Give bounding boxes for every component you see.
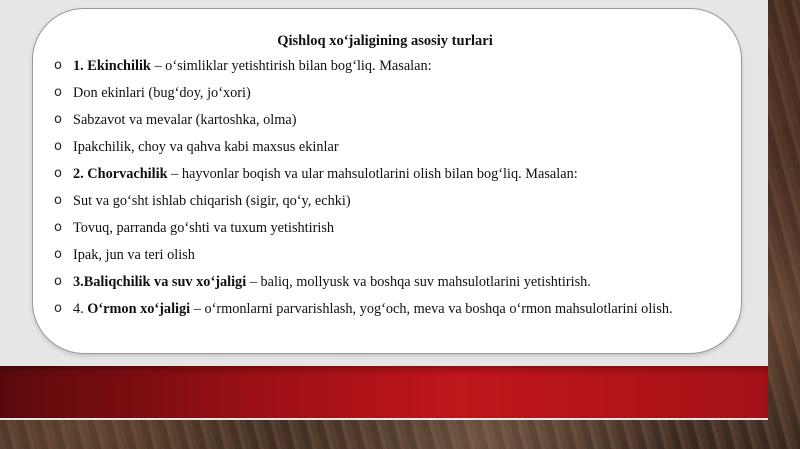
list-item	[54, 137, 673, 164]
item-text: – o‘rmonlarni parvarishlash, yog‘och, meva va boshqa o‘rmon mahsulotlarini olish.	[190, 301, 673, 317]
item-text: Tovuq, parranda go‘shti va tuxum yetishtirish	[73, 220, 335, 236]
list-item	[54, 218, 673, 245]
bullet-circle-icon: o	[54, 166, 62, 181]
item-bold-heading: 3.Baliqchilik va suv xo‘jaligi	[73, 274, 247, 290]
item-text: Sabzavot va mevalar (kartoshka, olma)	[73, 112, 297, 128]
bullet-circle-icon: o	[54, 58, 62, 73]
item-text: – o‘simliklar yetishtirish bilan bog‘liq. Masalan:	[150, 58, 432, 74]
bullet-circle-icon: o	[54, 112, 62, 127]
item-bold-heading: 2. Chorvachilik	[73, 166, 168, 182]
bullet-circle-icon: o	[54, 301, 62, 316]
item-bold-heading: O‘rmon xo‘jaligi	[87, 301, 191, 317]
list-item	[54, 83, 673, 110]
item-bold-heading: 1. Ekinchilik	[73, 58, 151, 74]
bullet-circle-icon: o	[54, 247, 62, 262]
list-item	[54, 110, 673, 137]
list-item	[54, 56, 673, 83]
list-item	[54, 272, 673, 299]
item-text: – hayvonlar boqish va ular mahsulotlarini olish bilan bog‘liq. Masalan:	[167, 166, 578, 182]
item-text: Sut va go‘sht ishlab chiqarish (sigir, qo‘y, echki)	[73, 193, 351, 209]
bullet-circle-icon: o	[54, 85, 62, 100]
list-item	[54, 164, 673, 191]
red-banner	[0, 366, 768, 418]
item-prefix: 4.	[73, 301, 88, 317]
item-text: Ipak, jun va teri olish	[73, 247, 195, 263]
list-item	[54, 245, 673, 272]
bullet-circle-icon: o	[54, 193, 62, 208]
slide-title: Qishloq xo‘jaligining asosiy turlari	[277, 33, 493, 49]
item-text: – baliq, mollyusk va boshqa suv mahsulotlarini yetishtirish.	[246, 274, 591, 290]
bullet-circle-icon: o	[54, 274, 62, 289]
bullet-circle-icon: o	[54, 220, 62, 235]
list-item	[54, 191, 673, 218]
bullet-circle-icon: o	[54, 139, 62, 154]
list-item	[54, 299, 673, 326]
bullet-list	[54, 56, 673, 326]
item-text: Don ekinlari (bug‘doy, jo‘xori)	[73, 85, 251, 101]
item-text: Ipakchilik, choy va qahva kabi maxsus ekinlar	[73, 139, 339, 155]
